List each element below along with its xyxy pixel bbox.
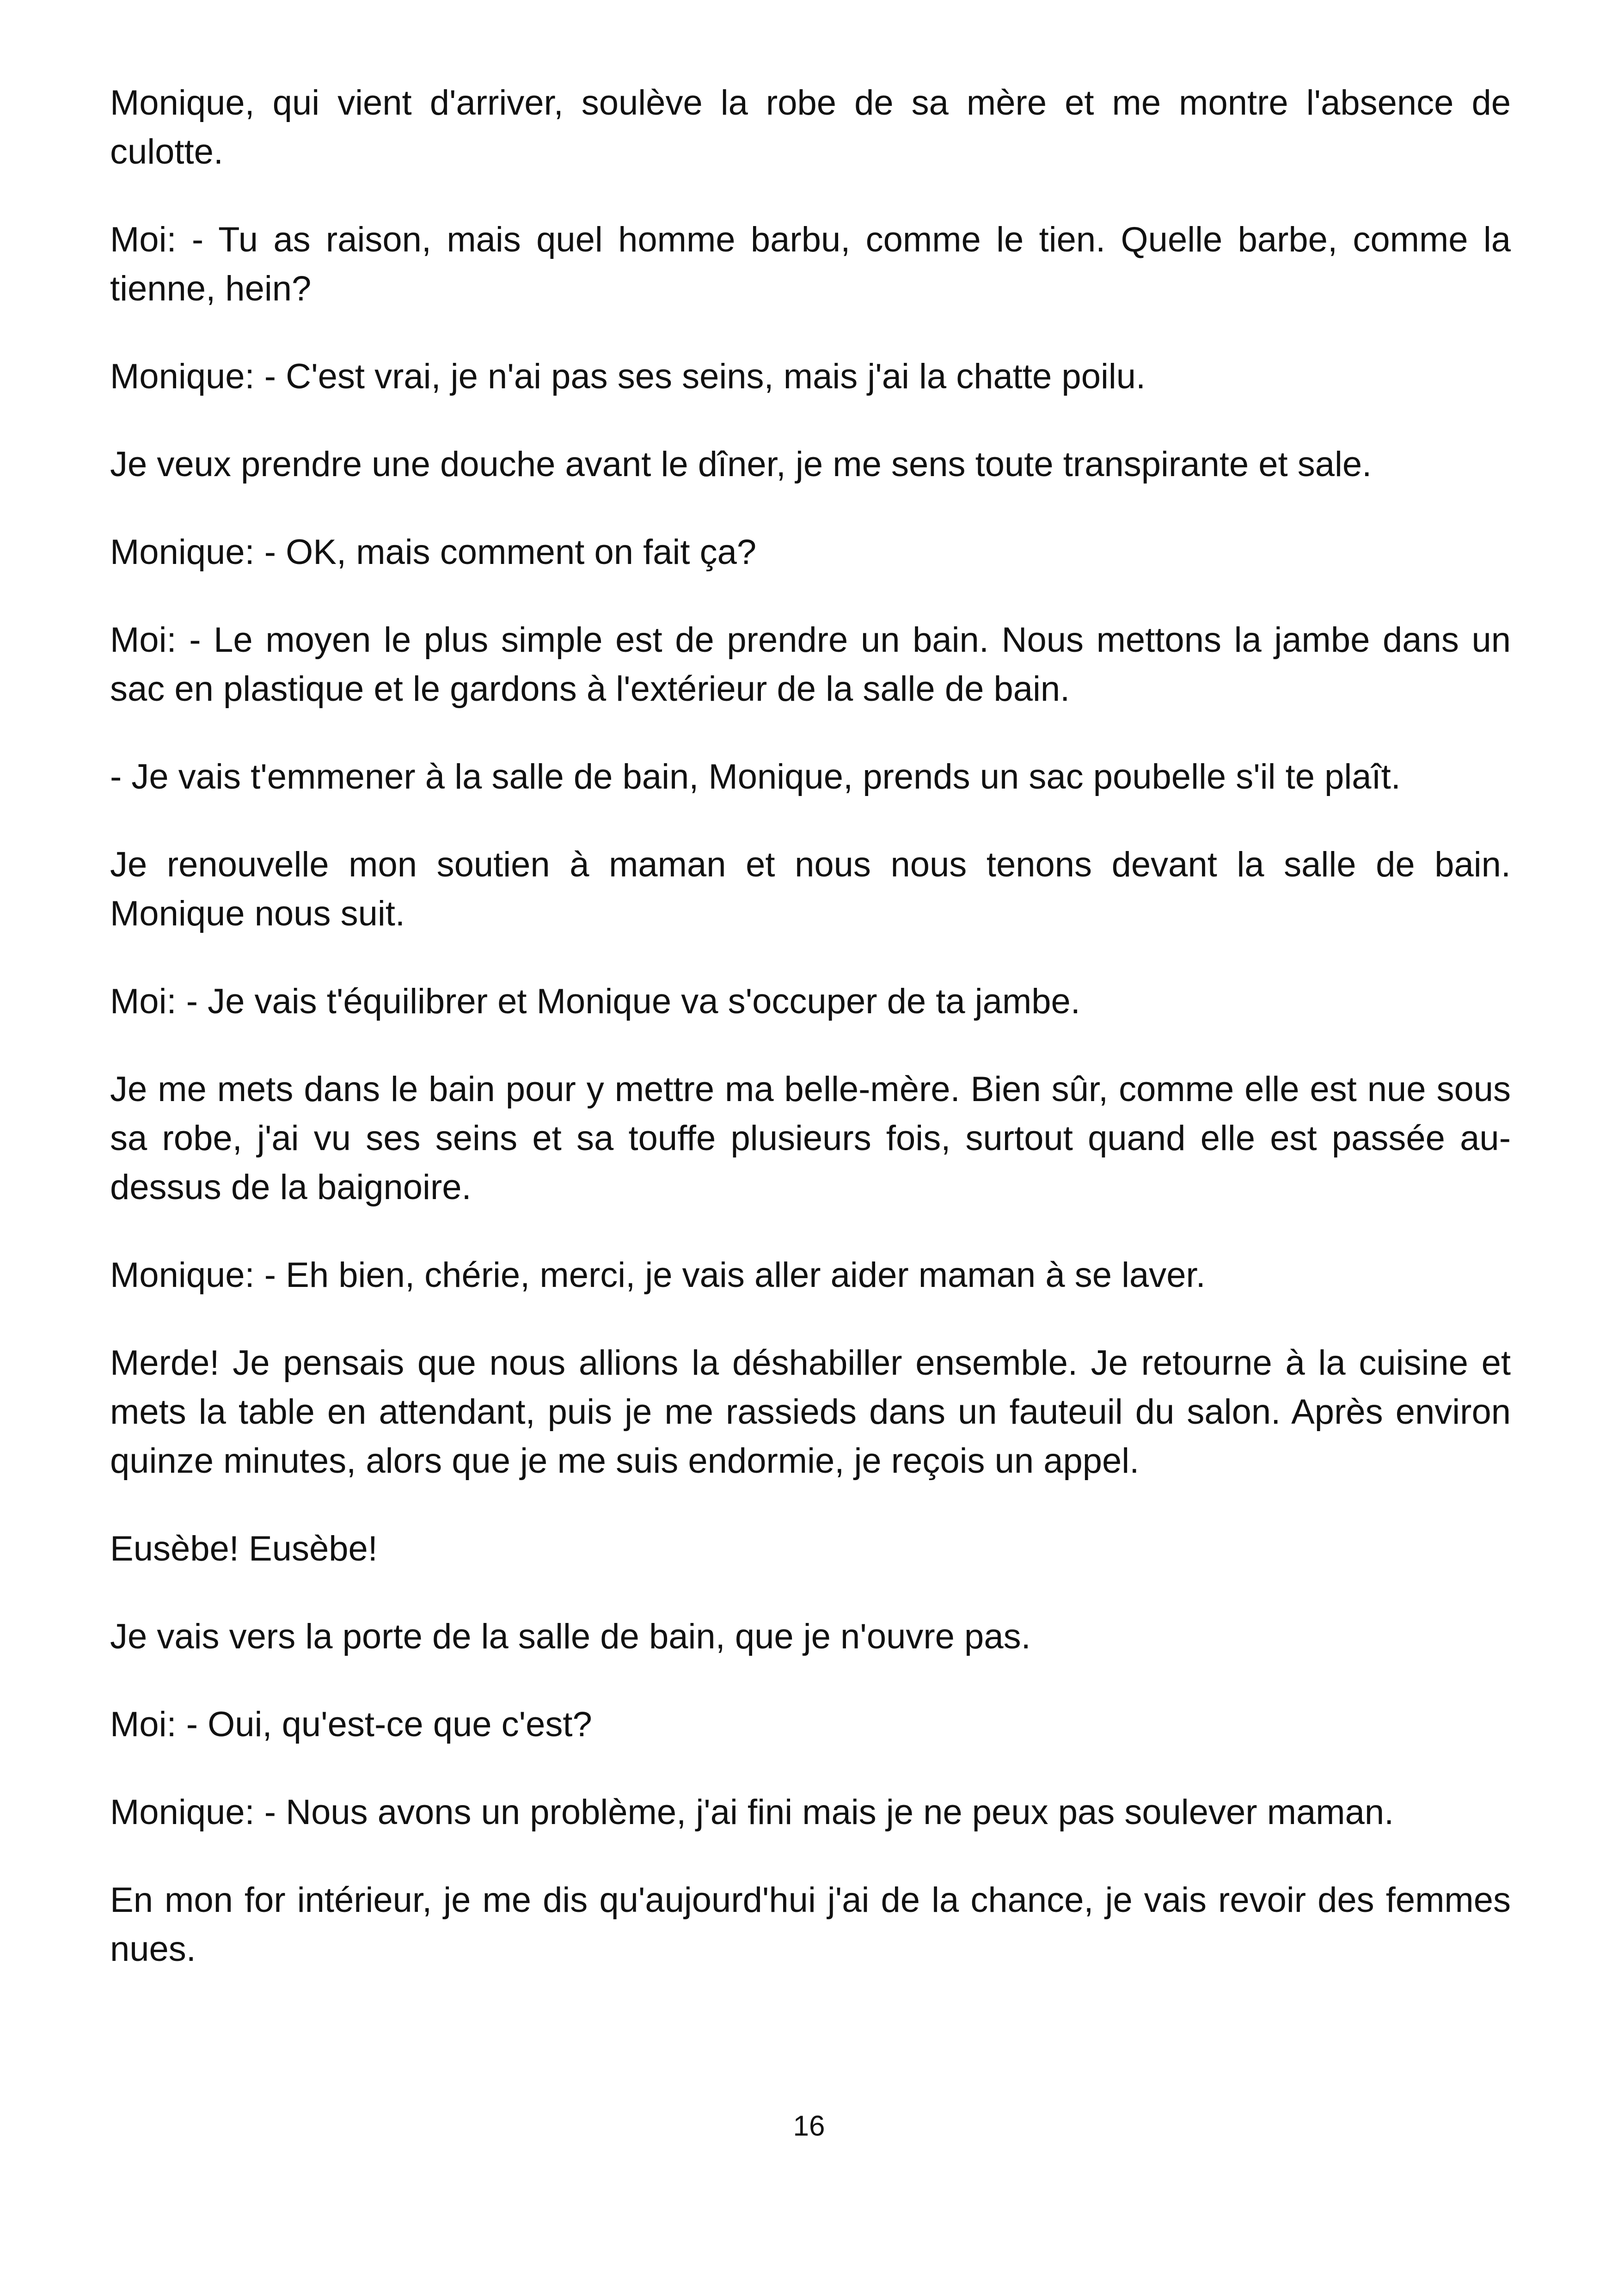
paragraph: Moi: - Le moyen le plus simple est de prendre un bain. Nous mettons la jambe dans un sac en plastique et le gardons à l'extérieur de la salle de bain.	[110, 620, 1511, 709]
paragraph: Je veux prendre une douche avant le dîner, je me sens toute transpirante et sale.	[110, 445, 1372, 484]
paragraph: Moi: - Oui, qu'est-ce que c'est?	[110, 1705, 592, 1744]
paragraph: Eusèbe! Eusèbe!	[110, 1529, 378, 1568]
paragraph: En mon for intérieur, je me dis qu'aujourd'hui j'ai de la chance, je vais revoir des femmes nues.	[110, 1880, 1511, 1969]
paragraph: Je me mets dans le bain pour y mettre ma belle-mère. Bien sûr, comme elle est nue sous sa robe, j'ai vu ses seins et sa touffe plusieurs fois, surtout quand elle est passée au-dessus de la baignoire.	[110, 1070, 1511, 1207]
paragraph: Merde! Je pensais que nous allions la déshabiller ensemble. Je retourne à la cuisine et mets la table en attendant, puis je me rassieds dans un fauteuil du salon. Après environ quinze minutes, alors que je me suis endormie, je reçois un appel.	[110, 1343, 1511, 1481]
document-body	[110, 79, 1511, 1974]
paragraph: Monique: - C'est vrai, je n'ai pas ses seins, mais j'ai la chatte poilu.	[110, 357, 1146, 396]
paragraph: Monique: - Eh bien, chérie, merci, je vais aller aider maman à se laver.	[110, 1255, 1206, 1295]
page-number: 16	[793, 2110, 825, 2142]
paragraph: Je vais vers la porte de la salle de bain, que je n'ouvre pas.	[110, 1617, 1031, 1656]
paragraph: Monique: - Nous avons un problème, j'ai fini mais je ne peux pas soulever maman.	[110, 1793, 1394, 1832]
paragraph: Monique, qui vient d'arriver, soulève la robe de sa mère et me montre l'absence de culotte.	[110, 83, 1511, 171]
paragraph: Moi: - Je vais t'équilibrer et Monique va s'occuper de ta jambe.	[110, 982, 1080, 1021]
paragraph: - Je vais t'emmener à la salle de bain, Monique, prends un sac poubelle s'il te plaît.	[110, 757, 1401, 796]
paragraph: Monique: - OK, mais comment on fait ça?	[110, 533, 757, 572]
paragraph: Je renouvelle mon soutien à maman et nous nous tenons devant la salle de bain. Monique nous suit.	[110, 845, 1511, 933]
paragraph: Moi: - Tu as raison, mais quel homme barbu, comme le tien. Quelle barbe, comme la tienne, hein?	[110, 220, 1511, 308]
